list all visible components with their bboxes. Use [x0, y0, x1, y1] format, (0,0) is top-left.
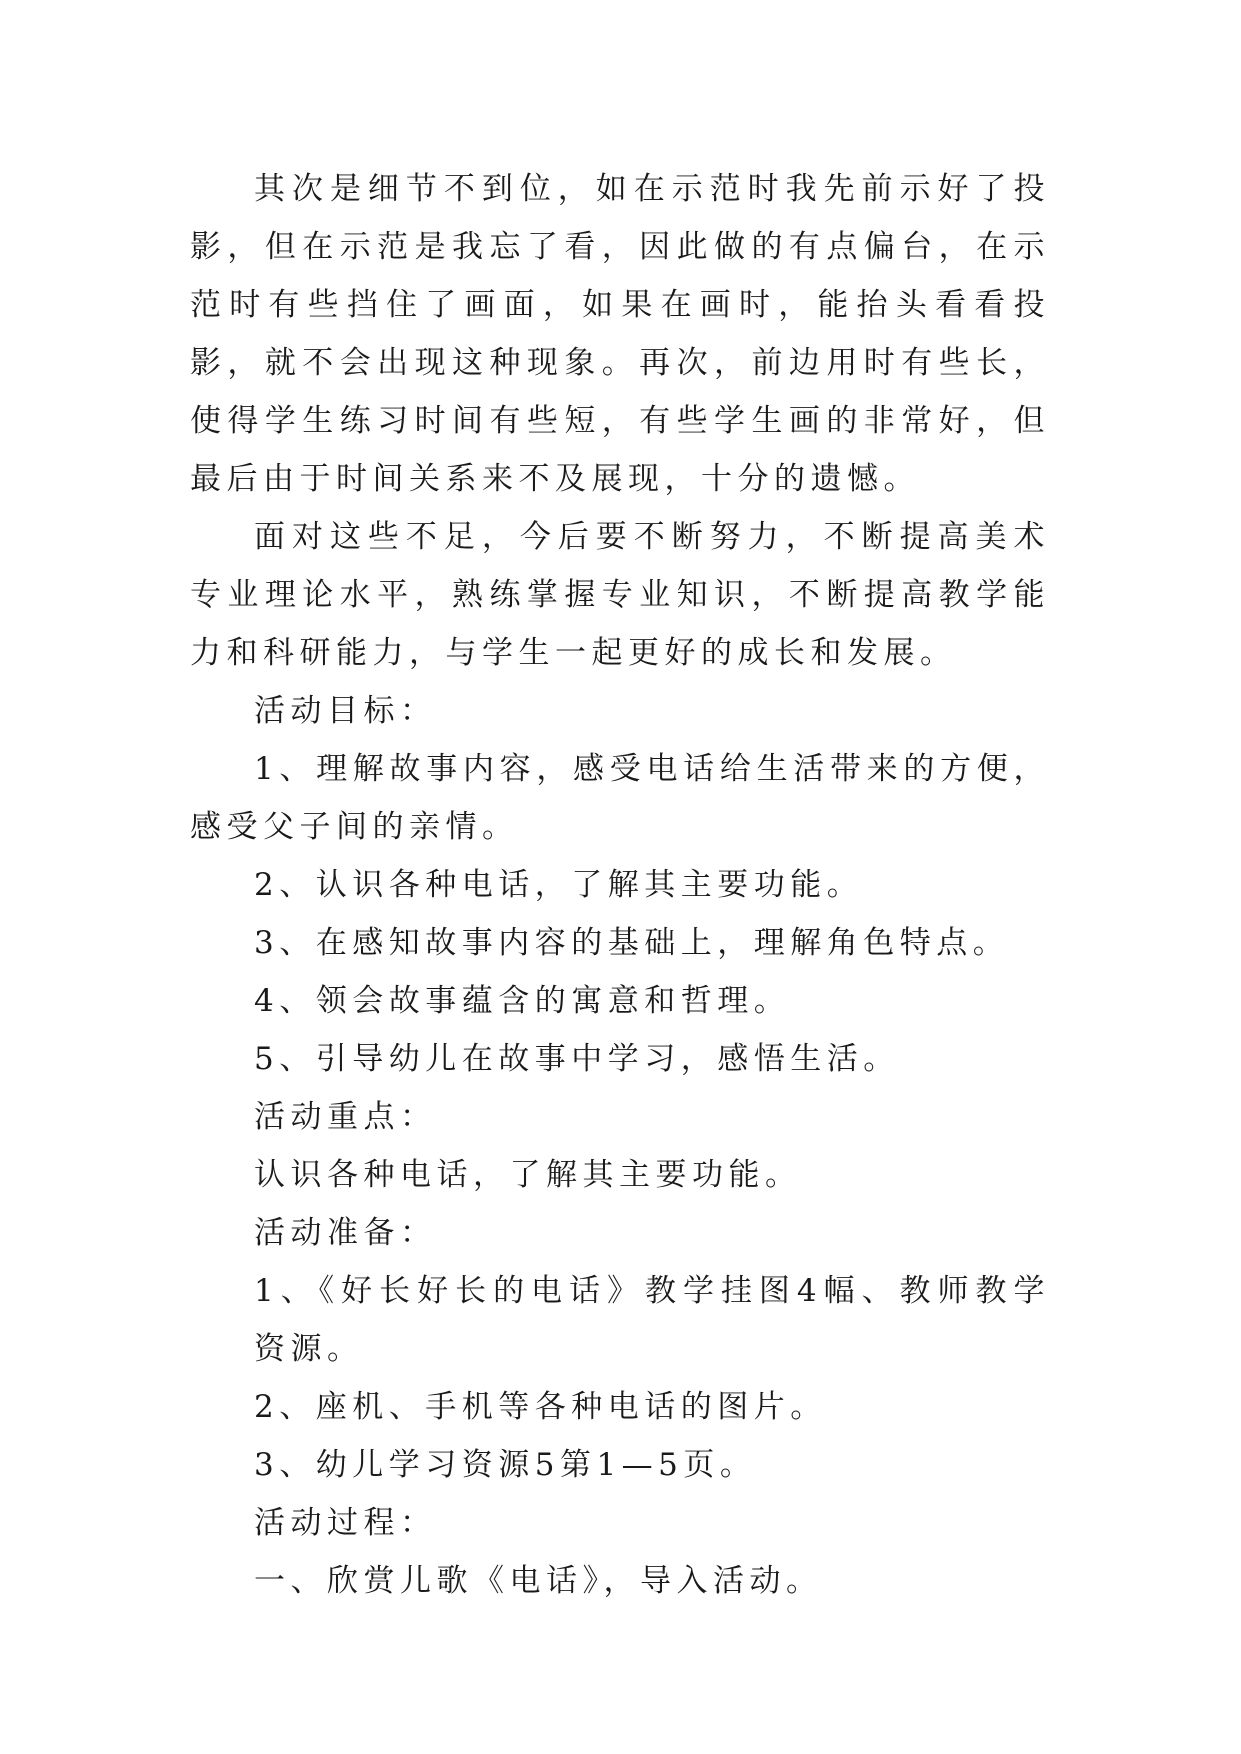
goal-item-3: 3、在感知故事内容的基础上，理解角色特点。 [254, 925, 1010, 961]
goal-item-4: 4、领会故事蕴含的寓意和哲理。 [254, 983, 791, 1019]
goal-item-1: 1、理解故事内容，感受电话给生活带来的方便，感受父子间的亲情。 [190, 751, 1050, 845]
process-step-1: 一、欣赏儿歌《电话》，导入活动。 [254, 1563, 823, 1599]
preparation-item-2: 2、座机、手机等各种电话的图片。 [254, 1389, 827, 1425]
heading-activity-goals: 活动目标： [254, 693, 437, 729]
paragraph-improvement-plan: 面对这些不足，今后要不断努力，不断提高美术专业理论水平，熟练掌握专业知识，不断提高教学能力和科研能力，与学生一起更好的成长和发展。 [190, 519, 1050, 671]
preparation-item-1: 1、《好长好长的电话》教学挂图4幅、教师教学资源。 [254, 1273, 1050, 1367]
goal-item-2: 2、认识各种电话，了解其主要功能。 [254, 867, 864, 903]
goal-item-5: 5、引导幼儿在故事中学习，感悟生活。 [254, 1041, 900, 1077]
paragraph-reflection-details: 其次是细节不到位，如在示范时我先前示好了投影，但在示范是我忘了看，因此做的有点偏台，在示范时有些挡住了画面，如果在画时，能抬头看看投影，就不会出现这种现象。再次，前边用时有些长，使得学生练习时间有些短，有些学生画的非常好，但最后由于时间关系来不及展现，十分的遗憾。 [190, 171, 1050, 497]
heading-activity-process: 活动过程： [254, 1505, 437, 1541]
focus-text: 认识各种电话，了解其主要功能。 [254, 1157, 802, 1193]
document-page [190, 160, 1050, 1610]
heading-activity-focus: 活动重点： [254, 1099, 437, 1135]
preparation-item-3: 3、幼儿学习资源5第1—5页。 [254, 1447, 757, 1483]
heading-activity-preparation: 活动准备： [254, 1215, 437, 1251]
